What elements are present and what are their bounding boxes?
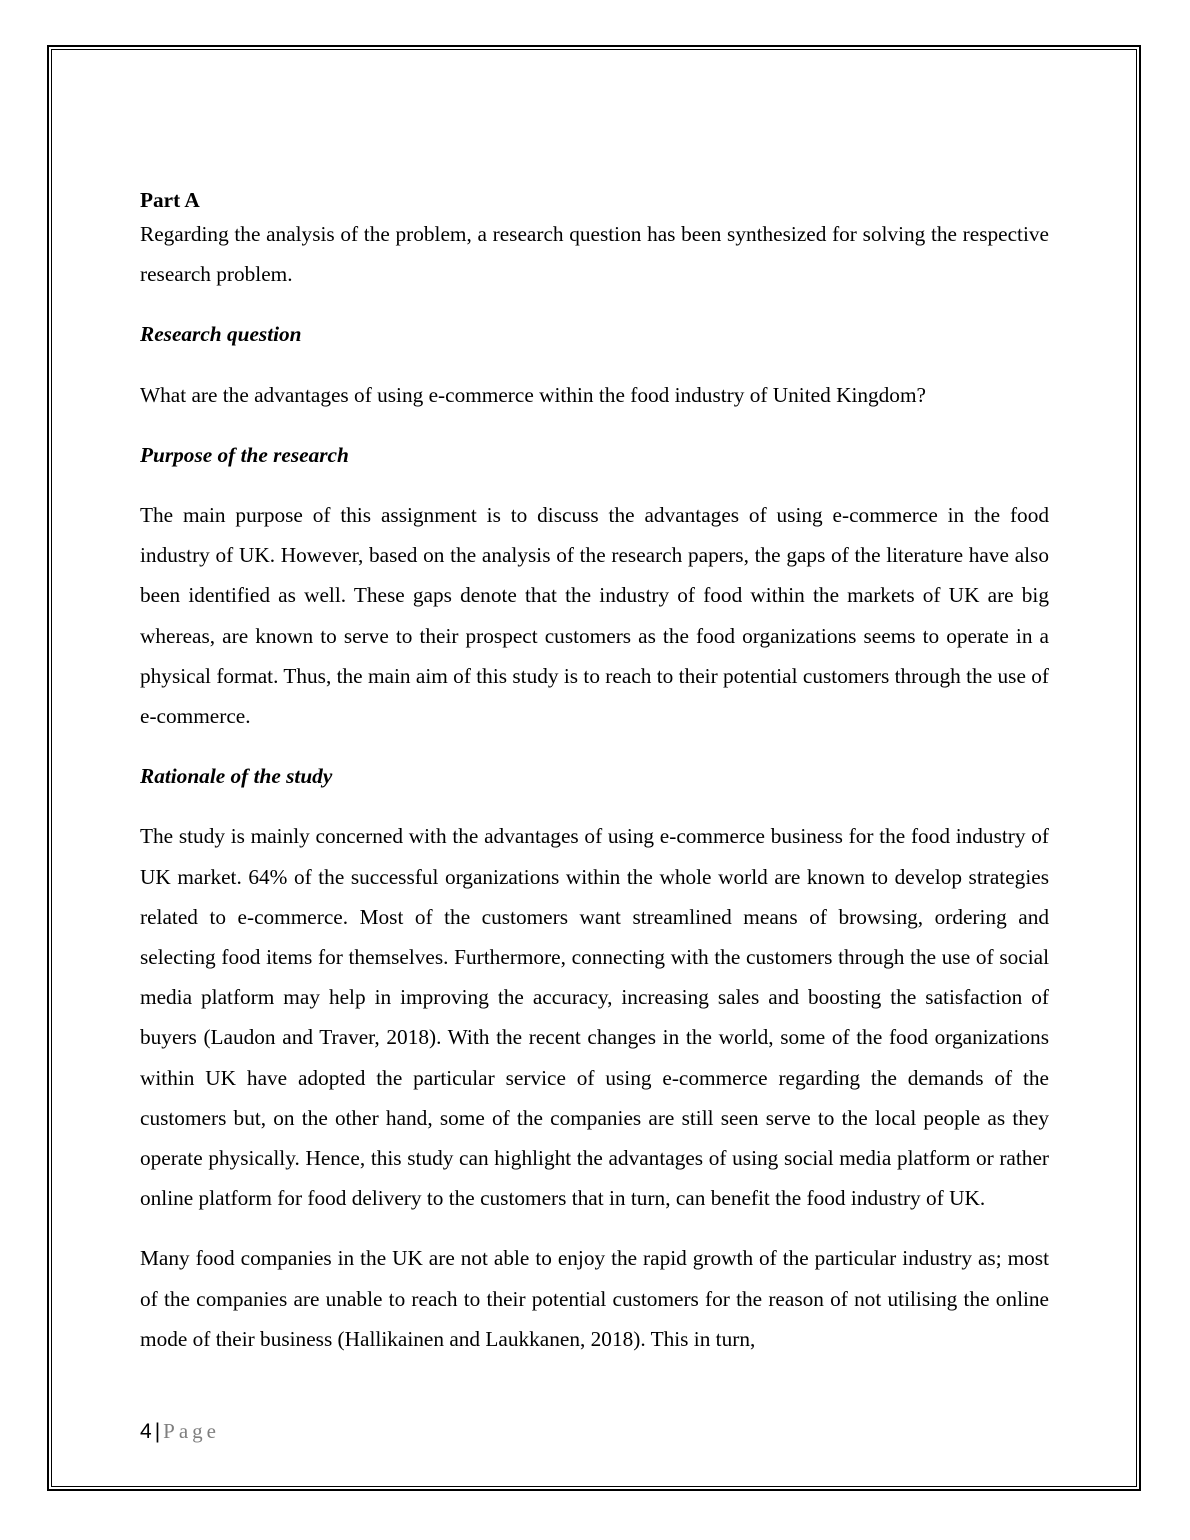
research-question-text: What are the advantages of using e-commerce within the food industry of United Kingdom? (140, 382, 926, 407)
heading-rationale: Rationale of the study (140, 764, 333, 789)
purpose-paragraph: The main purpose of this assignment is to discuss the advantages of using e-commerce in the food industry of UK. However, based on the analysis of the research papers, the gaps of the literature have also been identified as well. These gaps denote that the industry of food within the markets of UK are big whereas, are known to serve to their prospect customers as the food organizations seems to operate in a physical format. Thus, the main aim of this study is to reach to their potential customers through the use of e-commerce. (140, 503, 1049, 729)
heading-purpose: Purpose of the research (140, 442, 349, 467)
part-title: Part A (140, 188, 200, 212)
page-label: Page (163, 1419, 220, 1443)
page-number: 4 (140, 1420, 152, 1443)
heading-research-question: Research question (140, 322, 302, 347)
rationale-paragraph-1: The study is mainly concerned with the advantages of using e-commerce business for the food industry of UK market. 64% of the successful organizations within the whole world are known to develop strategies related to e-commerce. Most of the customers want streamlined means of browsing, ordering and selecting food items for themselves. Furthermore, connecting with the customers through the use of social media platform may help in improving the accuracy, increasing sales and boosting the satisfaction of buyers (Laudon and Traver, 2018). With the recent changes in the world, some of the food organizations within UK have adopted the particular service of using e-commerce regarding the demands of the customers but, on the other hand, some of the companies are still seen serve to the local people as they operate physically. Hence, this study can highlight the advantages of using social media platform or rather online platform for food delivery to the customers that in turn, can benefit the food industry of UK. (140, 824, 1049, 1211)
intro-paragraph: Regarding the analysis of the problem, a research question has been synthesized for solving the respective research problem. (140, 222, 1049, 287)
page-footer (140, 1418, 220, 1445)
rationale-paragraph-2: Many food companies in the UK are not able to enjoy the rapid growth of the particular industry as; most of the companies are unable to reach to their potential customers for the reason of not utilising the online mode of their business (Hallikainen and Laukkanen, 2018). This in turn, (140, 1246, 1049, 1351)
footer-separator: | (154, 1420, 161, 1443)
document-body (140, 186, 1049, 1379)
